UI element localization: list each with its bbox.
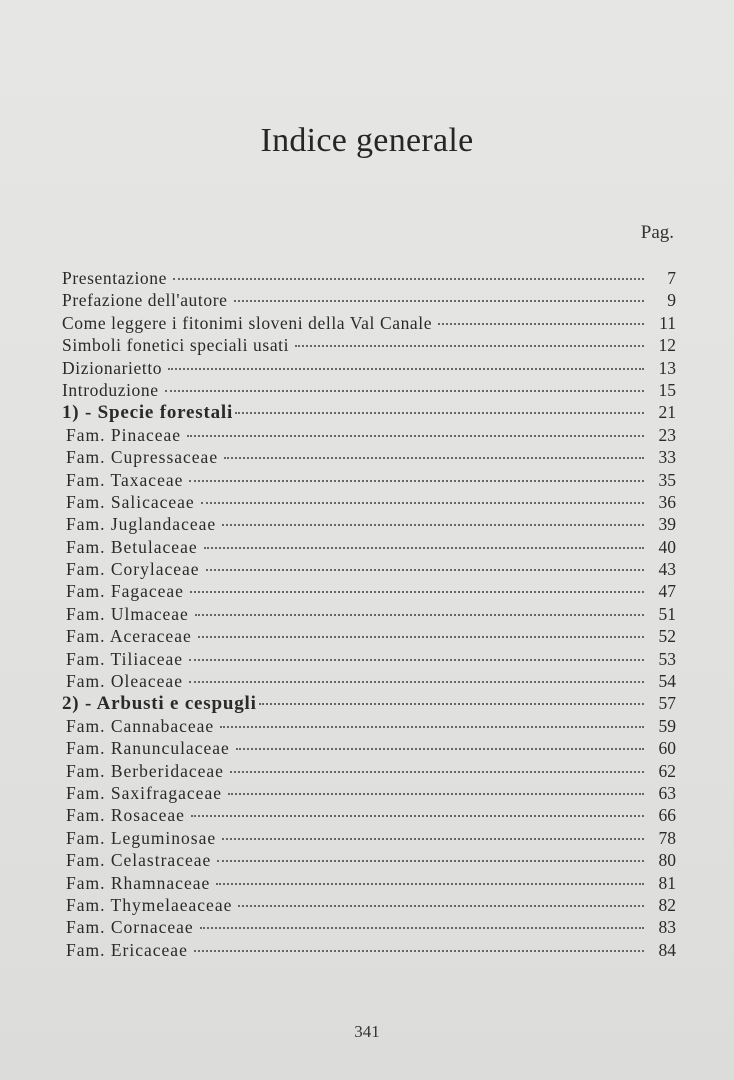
page-number: 341	[354, 1022, 380, 1041]
toc-page-number: 52	[658, 626, 676, 647]
toc-entry-label: Introduzione	[62, 379, 159, 400]
toc-page-number: 78	[658, 827, 676, 848]
dot-leader	[168, 368, 644, 370]
toc-entry-label: Fam. Cupressaceae	[66, 447, 219, 468]
toc-entry-label: 2) - Arbusti e cespugli	[62, 693, 257, 715]
toc-row	[62, 783, 676, 805]
toc-row	[62, 559, 676, 581]
dot-leader	[206, 569, 644, 571]
dot-leader	[235, 412, 644, 414]
toc-entry-label: Fam. Ulmaceae	[66, 603, 189, 624]
toc-page-number: 57	[658, 693, 676, 714]
page-column-label: Pag.	[640, 222, 674, 243]
toc-row	[62, 716, 676, 738]
toc-page-number: 84	[658, 939, 676, 960]
dot-leader	[187, 435, 644, 437]
toc-row	[62, 380, 676, 402]
toc-entry-label: Fam. Rosaceae	[66, 805, 185, 826]
dot-leader	[259, 703, 644, 705]
toc-row	[62, 492, 676, 514]
toc-entry-label: Fam. Saxifragaceae	[66, 782, 222, 803]
toc-page-number: 36	[658, 491, 676, 512]
toc-row	[62, 940, 676, 962]
dot-leader	[189, 659, 644, 661]
toc-page-number: 62	[658, 760, 676, 781]
toc-page-number: 51	[658, 603, 676, 624]
dot-leader	[190, 591, 644, 593]
toc-entry-label: Fam. Tiliaceae	[66, 648, 184, 669]
toc-row	[62, 828, 676, 850]
toc-row	[62, 649, 676, 671]
dot-leader	[295, 345, 644, 347]
toc-page-number: 7	[667, 268, 676, 288]
toc-entry-label: Fam. Ericaceae	[66, 939, 188, 960]
toc-row	[62, 738, 676, 760]
toc-page-number: 81	[658, 872, 676, 893]
toc-entry-label: Fam. Taxaceae	[66, 469, 184, 490]
toc-page-number: 47	[658, 581, 676, 602]
toc-entry-label: Fam. Betulaceae	[66, 536, 198, 557]
toc-page-number: 80	[658, 850, 676, 871]
toc-entry-label: Fam. Leguminosae	[66, 827, 217, 848]
dot-leader	[195, 614, 644, 616]
toc-page-number: 33	[658, 447, 676, 468]
dot-leader	[222, 838, 644, 840]
dot-leader	[173, 278, 644, 280]
toc-row	[62, 873, 676, 895]
toc-page-number: 13	[658, 357, 676, 378]
toc-entry-label: Fam. Corylaceae	[66, 559, 200, 580]
dot-leader	[201, 502, 644, 504]
toc-page-number: 15	[658, 379, 676, 400]
toc-entry-label: Dizionarietto	[62, 357, 163, 378]
toc-page-number: 35	[658, 469, 676, 490]
toc-row	[62, 917, 676, 939]
toc-row	[62, 313, 676, 335]
dot-leader	[234, 300, 644, 302]
dot-leader	[165, 390, 644, 392]
dot-leader	[236, 748, 644, 750]
dot-leader	[220, 726, 644, 728]
toc-entry-label: Fam. Celastraceae	[66, 850, 212, 871]
toc-page-number: 83	[658, 917, 676, 938]
toc-entry-label: Fam. Fagaceae	[66, 581, 184, 602]
toc-row	[62, 604, 676, 626]
toc-row	[62, 581, 676, 603]
toc-row	[62, 671, 676, 693]
toc-row	[62, 895, 676, 917]
toc-row	[62, 358, 676, 380]
toc-entry-label: Fam. Juglandaceae	[66, 514, 217, 535]
toc-entry-label: Simboli fonetici speciali usati	[62, 335, 290, 356]
toc-entry-label: Fam. Ranunculaceae	[66, 738, 230, 759]
toc-row	[62, 537, 676, 559]
dot-leader	[216, 883, 644, 885]
dot-leader	[222, 524, 644, 526]
dot-leader	[217, 860, 644, 862]
dot-leader	[191, 815, 644, 817]
toc-row	[62, 335, 676, 357]
toc-row	[62, 268, 676, 290]
dot-leader	[194, 950, 644, 952]
toc-page-number: 82	[658, 894, 676, 915]
dot-leader	[204, 547, 644, 549]
toc-entry-label: Prefazione dell'autore	[62, 290, 228, 311]
table-of-contents	[62, 268, 676, 962]
toc-entry-label: Fam. Thymelaeaceae	[66, 894, 233, 915]
dot-leader	[200, 927, 644, 929]
toc-page-number: 53	[658, 648, 676, 669]
toc-entry-label: Fam. Aceraceae	[66, 626, 192, 647]
page-title: Indice generale	[260, 122, 474, 159]
toc-page-number: 66	[658, 805, 676, 826]
dot-leader	[228, 793, 644, 795]
toc-row	[62, 290, 676, 312]
toc-entry-label: Fam. Pinaceae	[66, 424, 182, 445]
toc-page-number: 43	[658, 559, 676, 580]
toc-page-number: 11	[659, 312, 676, 333]
toc-row	[62, 850, 676, 872]
toc-row	[62, 761, 676, 783]
toc-page-number: 59	[658, 715, 676, 736]
toc-page-number: 39	[658, 514, 676, 535]
toc-page-number: 60	[658, 738, 676, 759]
toc-page-number: 23	[658, 424, 676, 445]
toc-page-number: 54	[658, 671, 676, 692]
toc-row	[62, 425, 676, 447]
toc-row	[62, 470, 676, 492]
dot-leader	[438, 323, 644, 325]
toc-entry-label: Fam. Cannabaceae	[66, 715, 215, 736]
toc-entry-label: Fam. Oleaceae	[66, 671, 183, 692]
dot-leader	[198, 636, 644, 638]
dot-leader	[189, 480, 644, 482]
toc-row	[62, 514, 676, 536]
toc-page-number: 12	[658, 335, 676, 356]
dot-leader	[230, 771, 644, 773]
toc-entry-label: Come leggere i fitonimi sloveni della Val Canale	[62, 312, 433, 333]
toc-page-number: 40	[658, 536, 676, 557]
toc-entry-label: 1) - Specie forestali	[62, 402, 234, 424]
toc-page-number: 21	[658, 402, 676, 423]
toc-row	[62, 805, 676, 827]
dot-leader	[238, 905, 644, 907]
toc-row	[62, 626, 676, 648]
toc-entry-label: Fam. Berberidaceae	[66, 760, 224, 781]
toc-page-number: 63	[658, 782, 676, 803]
toc-entry-label: Fam. Salicaceae	[66, 491, 195, 512]
toc-entry-label: Fam. Cornaceae	[66, 917, 194, 938]
toc-page-number: 9	[667, 290, 676, 311]
toc-row	[62, 447, 676, 469]
toc-section-row	[62, 693, 676, 715]
toc-entry-label: Presentazione	[62, 268, 167, 288]
toc-section-row	[62, 402, 676, 424]
toc-entry-label: Fam. Rhamnaceae	[66, 872, 211, 893]
dot-leader	[224, 457, 644, 459]
dot-leader	[189, 681, 644, 683]
